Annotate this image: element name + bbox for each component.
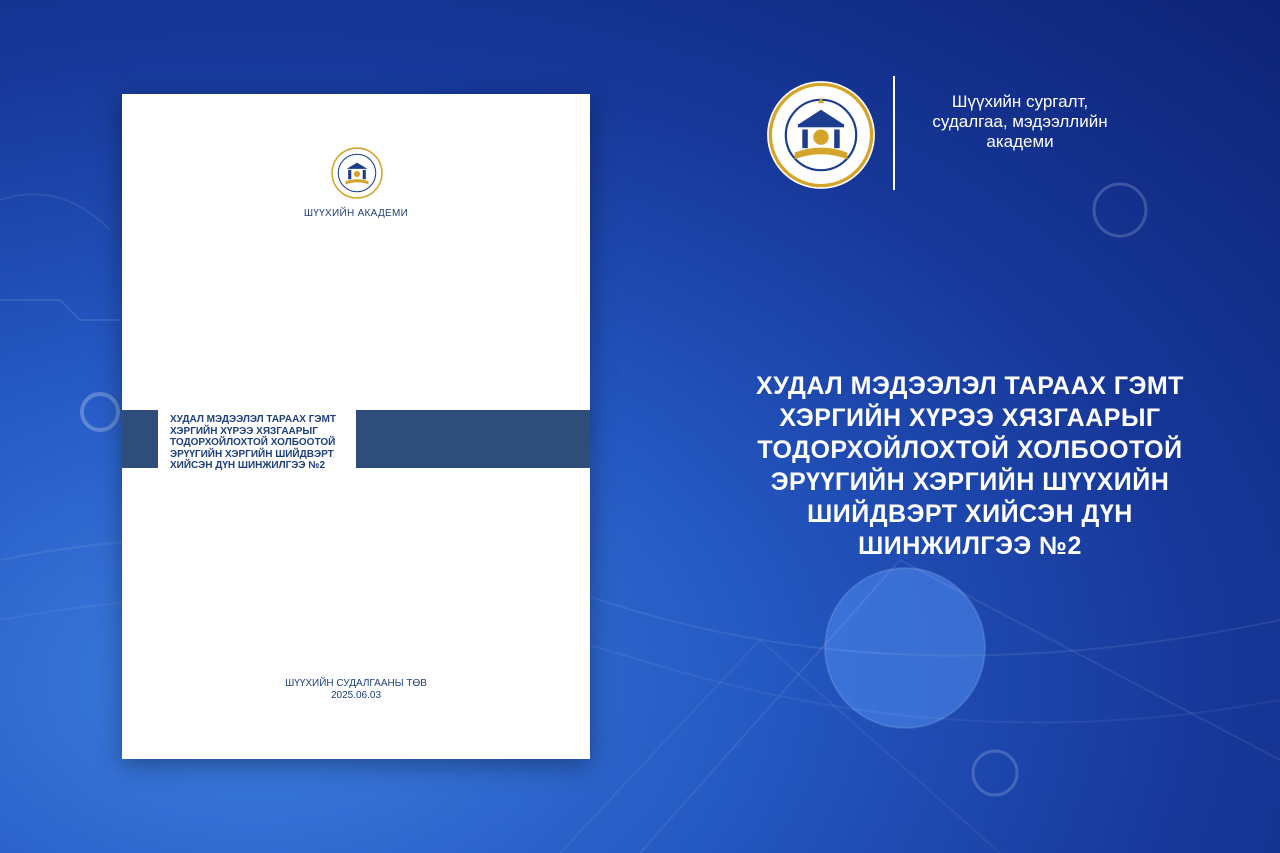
headline: ХУДАЛ МЭДЭЭЛЭЛ ТАРААХ ГЭМТ ХЭРГИЙН ХҮРЭЭ ХЯЗГААРЫГ ТОДОРХОЙЛОХТОЙ ХОЛБООТОЙ ЭРҮҮГИЙН ХЭРГИЙН ШҮҮХИЙН ШИЙДВЭРТ ХИЙСЭН ДҮН ШИНЖИЛГЭЭ №2 bbox=[756, 372, 1184, 560]
cover-center-name: ШҮҮХИЙН СУДАЛГААНЫ ТӨВ bbox=[285, 678, 427, 689]
cover-academy-label: ШҮҮХИЙН АКАДЕМИ bbox=[303, 208, 409, 219]
cover-band-right bbox=[356, 410, 590, 468]
cover-footer bbox=[122, 678, 590, 702]
brand-divider bbox=[893, 76, 895, 190]
cover-title: ХУДАЛ МЭДЭЭЛЭЛ ТАРААХ ГЭМТ ХЭРГИЙН ХҮРЭЭ ХЯЗГААРЫГ ТОДОРХОЙЛОХТОЙ ХОЛБООТОЙ ЭРҮҮГИЙН ХЭРГИЙН ШИЙДВЭРТ ХИЙСЭН ДҮН ШИНЖИЛГЭЭ №2 bbox=[170, 414, 336, 472]
cover-date: 2025.06.03 bbox=[330, 690, 382, 701]
brand-name: Шүүхийн сургалт, судалгаа, мэдээллийн академи bbox=[932, 92, 1108, 151]
academy-logo-icon bbox=[331, 147, 383, 199]
academy-emblem-icon bbox=[766, 80, 876, 190]
cover-band-left bbox=[122, 410, 158, 468]
